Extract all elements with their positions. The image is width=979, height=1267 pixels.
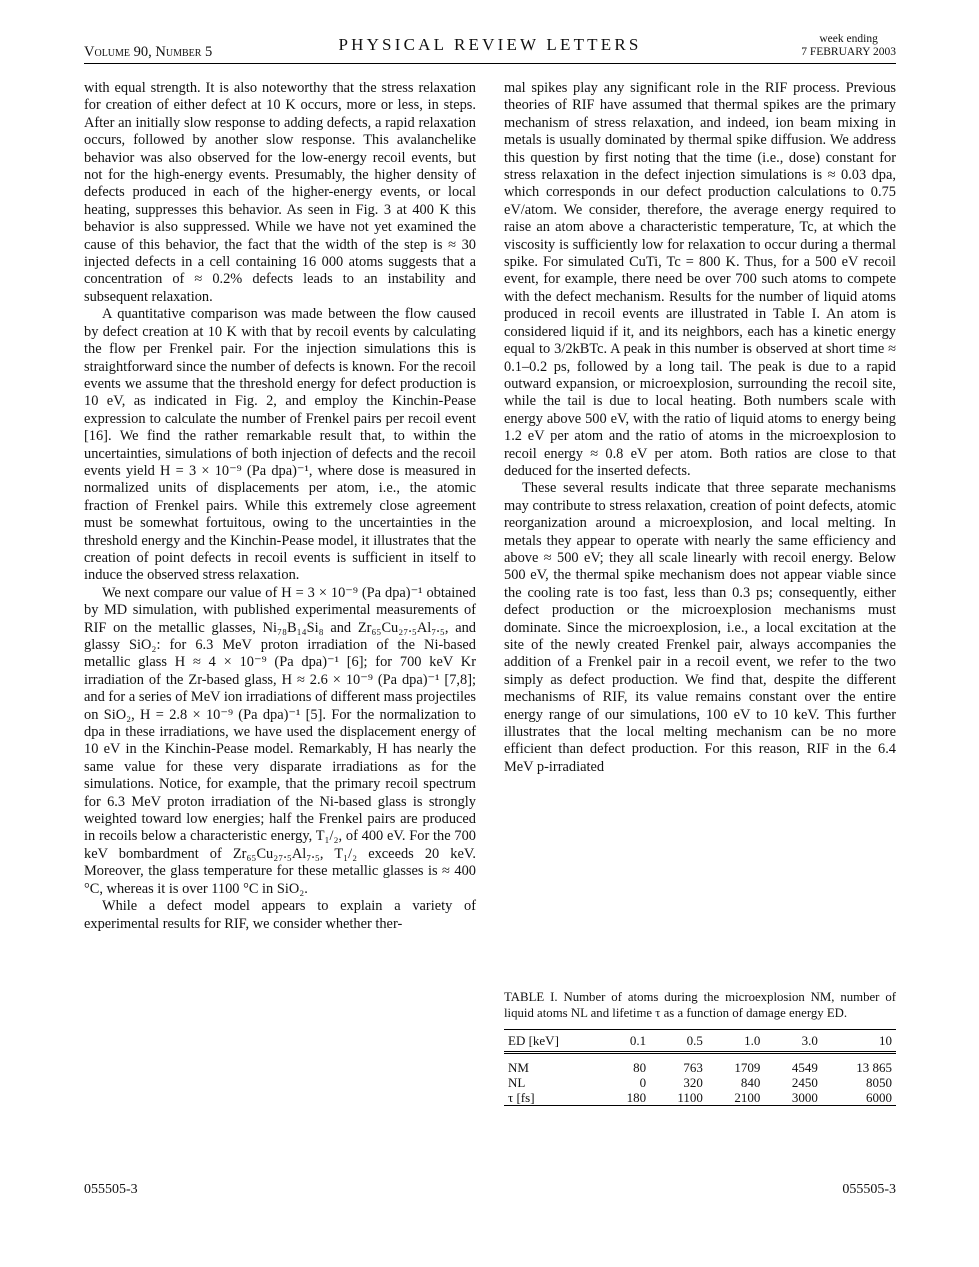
table-cell: 180: [626, 1090, 647, 1105]
table-cell: 1709: [734, 1060, 761, 1075]
table-cell: 4549: [791, 1060, 818, 1075]
table-header-cell: 0.5: [686, 1033, 703, 1048]
page-header: [84, 32, 896, 62]
table-cell: 2100: [734, 1090, 761, 1105]
table-row: [504, 1090, 896, 1106]
table-cell: 13 865: [856, 1060, 892, 1075]
paragraph: A quantitative comparison was made between the flow caused by defect creation at 10 K with that by recoil events by calculating the flow per Frenkel pair. For the injection simulations this is straightforward since the number of defects is known. For the recoil events we assume that the threshold energy for defect production is 10 eV, as indicated in Fig. 2, and employ the Kinchin-Pease expression to calculate the number of Frenkel pairs per recoil event [16]. We find the rather remarkable result that, to within the uncertainties, simulations of both injection of defects and the recoil events yield H = 3 × 10⁻⁹ (Pa dpa)⁻¹, where dose is measured in normalized units of displacements per atom, i.e., the atomic fraction of Frenkel pairs. While this extremely close agreement must be somewhat fortuitous, owing to the uncertainties in the threshold energy and the Kinchin-Pease model, it illustrates that the creation of point defects in recoil events is sufficient in itself to induce the observed stress relaxation.: [84, 306, 476, 584]
table-1: [504, 990, 896, 1106]
table-cell: 6000: [866, 1090, 892, 1105]
table-cell: NM: [508, 1060, 529, 1075]
table-cell: 0: [639, 1075, 647, 1090]
table-cell: 1100: [677, 1090, 703, 1105]
table-cell: 2450: [791, 1075, 818, 1090]
left-column: [84, 80, 476, 933]
table-header-cell: 10: [879, 1033, 892, 1048]
page-number-left: 055505-3: [84, 1182, 138, 1197]
issue-date: [801, 33, 896, 59]
table-cell: 8050: [866, 1075, 892, 1090]
table-cell: 763: [683, 1060, 703, 1075]
date-label: 7 FEBRUARY 2003: [801, 46, 896, 58]
week-ending-label: week ending: [819, 33, 878, 45]
data-table: [504, 1029, 896, 1106]
table-cell: 80: [633, 1060, 647, 1075]
table-row: [504, 1053, 896, 1076]
table-cell: NL: [508, 1075, 526, 1090]
table-cell: τ [fs]: [508, 1090, 535, 1105]
table-cell: 320: [683, 1075, 703, 1090]
table-cell: 3000: [791, 1090, 818, 1105]
table-header-cell: 1.0: [744, 1033, 761, 1048]
right-column: [504, 80, 896, 776]
paragraph: mal spikes play any significant role in the RIF process. Previous theories of RIF have assumed that thermal spikes are the primary mechanism of stress relaxation, and indeed, ion beam mixing in metals is usually dominated by thermal spike diffusion. We address this question by first noting that the time (i.e., dose) constant for stress relaxation in the defect injection simulations is ≈ 0.03 dpa, which corresponds in our defect production calculations to 0.75 eV/atom. We consider, therefore, the average energy required to raise an atom above a characteristic temperature, Tc, at which the viscosity is sufficiently low for relaxation to occur during a thermal spike. For simulated CuTi, Tc = 800 K. Thus, for a 500 eV recoil event, for example, there need be over 700 such atoms to compete with the defect mechanism. Results for the number of liquid atoms produced in recoil events are illustrated in Table I. An atom is considered liquid if it, and its neighbors, each has a kinetic energy equal to 3/2kBTc. A peak in this number is observed at short time ≈ 0.1–0.2 ps, followed by a long tail. The peak is due to a rapid outward expansion, or microexplosion, surrounding the recoil site, while the tail is due to local heating. Both numbers scale with energy above 500 eV, with the ratio of liquid atoms to energy being 1.2 eV per atom and the ratio of atoms in the microexplosion to recoil energy ≈ 0.8 eV per atom. Both ratios are close to that deduced for the inserted defects.: [504, 80, 896, 479]
table-header-cell: 3.0: [801, 1033, 818, 1048]
header-rule: [84, 63, 896, 64]
table-caption: TABLE I. Number of atoms during the microexplosion NM, number of liquid atoms NL and lifetime τ as a function of damage energy ED.: [504, 990, 896, 1020]
table-header-cell: ED [keV]: [508, 1033, 559, 1048]
paragraph: with equal strength. It is also noteworthy that the stress relaxation for creation of either defect at 10 K occurs, more or less, in steps. After an initially slow response to adding defects, a rapid relaxation occurs, followed by another slow response. This avalanchelike behavior was also observed for the low-energy recoil events, but not for the high-energy events. Presumably, the higher density of defects produced in each of the higher-energy events, or local heating, suppresses this behavior. As seen in Fig. 3 at 400 K this behavior is also suppressed. While we have not yet examined the cause of this behavior, the fact that the width of the step is ≈ 30 injected defects in a cell containing 16 000 atoms suggests that a concentration of ≈ 0.2% defects leads to an instability and subsequent relaxation.: [84, 80, 476, 305]
journal-title: PHYSICAL REVIEW LETTERS: [338, 35, 642, 54]
volume-label: Volume 90, Number 5: [84, 44, 213, 60]
table-header-row: [504, 1030, 896, 1053]
table-cell: 840: [740, 1075, 761, 1090]
table-header-cell: 0.1: [629, 1033, 647, 1048]
paragraph: These several results indicate that three separate mechanisms may contribute to stress relaxation, creation of point defects, atomic reorganization around a microexplosion, and local melting. In metals they appear to operate with nearly the same efficiency and above ≈ 500 eV; they all scale linearly with recoil energy. Below 500 eV, the thermal spike mechanism does not appear viable since the cooling rate is too fast, less than 0.3 ps; consequently, either defect production or the microexplosion mechanisms must dominate. Since the microexplosion, i.e., a local excitation at the site of the newly created Frenkel pair, always accompanies the addition of a Frenkel pair in a recoil event, we refer to the two simply as defect production. We find that, despite the different mechanisms of RIF, its value remains constant over the entire energy range of our simulations, 100 eV to 10 keV. This further illustrates that the local melting mechanism can be no more efficient than defect production. For this reason, RIF in the 6.4 MeV p-irradiated: [504, 480, 896, 775]
paragraph: We next compare our value of H = 3 × 10⁻⁹ (Pa dpa)⁻¹ obtained by MD simulation, with published experimental measurements of RIF on the metallic glasses, Ni₇₈B₁₄Si₈ and Zr₆₅Cu₂₇.₅Al₇.₅, and glassy SiO₂: for 6.3 MeV proton irradiation of the Ni-based metallic glass H ≈ 4 × 10⁻⁹ (Pa dpa)⁻¹ [6]; for 700 keV Kr irradiation of the Zr-based glass, H ≈ 2.6 × 10⁻⁹ (Pa dpa)⁻¹ [7,8]; and for a series of MeV ion irradiations of different mass projectiles on SiO₂, H = 2.8 × 10⁻⁹ (Pa dpa)⁻¹ [5]. For the normalization to dpa in these irradiations, we have used the displacement energy of 10 eV in the Kinchin-Pease model. Remarkably, H has nearly the same value for these very disparate irradiations as for the simulations. Notice, for example, that the primary recoil spectrum for 6.3 MeV proton irradiation of the Ni-based glass is strongly weighted toward low energies; half the Frenkel pairs are produced in recoils below a characteristic energy, T₁/₂, of 400 eV. For the 700 keV bombardment of Zr₆₅Cu₂₇.₅Al₇.₅, T₁/₂ exceeds 20 keV. Moreover, the glass temperature for these metallic glasses is ≈ 400 °C, whereas it is over 1100 °C in SiO₂.: [84, 584, 476, 897]
page-number-right: 055505-3: [842, 1182, 896, 1197]
table-row: [504, 1075, 896, 1090]
paragraph: While a defect model appears to explain a variety of experimental results for RIF, we consider whether ther-: [84, 898, 476, 932]
